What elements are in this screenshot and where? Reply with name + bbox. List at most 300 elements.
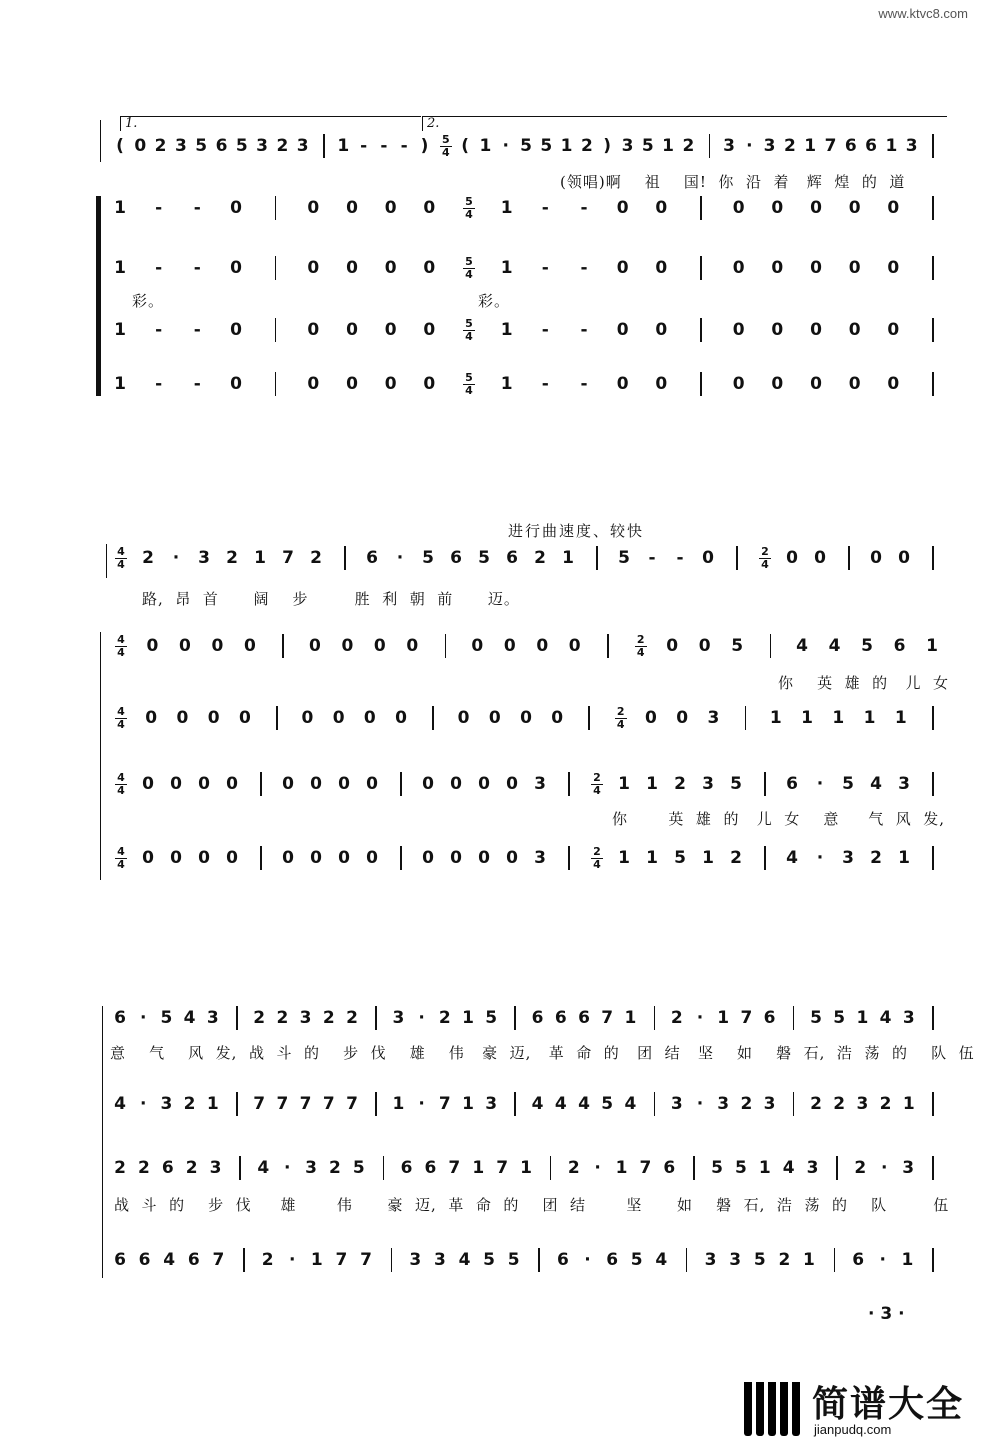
barline [538,1248,540,1272]
note: 2 [580,136,593,156]
note: 3 [433,1250,446,1270]
barline [375,1006,377,1030]
lyric-line: 路, 昂 首 阔 步 胜 利 朝 前 迈。 [142,590,520,608]
note: 2 [154,136,167,156]
barline [514,1006,516,1030]
note: - [380,136,388,156]
note: 5 [810,1008,822,1028]
note: 0 [198,774,210,794]
note: 0 [384,320,397,340]
time-signature-top: 4 [117,705,125,718]
note: · [816,774,824,794]
barline [400,846,402,870]
time-signature [614,706,628,731]
note: 2 [142,548,154,568]
note: - [541,374,549,394]
note: 5 [618,548,630,568]
note: 2 [322,1008,335,1028]
note: 0 [771,320,784,340]
barline [932,1006,934,1030]
note: 0 [307,320,320,340]
note: 0 [308,636,321,656]
note: 0 [338,774,350,794]
note: 1 [500,320,513,340]
note: 0 [282,848,294,868]
note: 4 [531,1094,544,1114]
barline [568,772,570,796]
note: 1 [898,848,910,868]
note: 0 [346,374,358,394]
note: 3 [409,1250,422,1270]
note: 5 [861,636,873,656]
note: · [396,548,404,568]
note: 1 [337,136,350,156]
note: 7 [438,1094,451,1114]
note: · [594,1158,601,1178]
note: 5 [601,1094,614,1114]
note: 0 [616,258,629,278]
lyric-line: 彩。 [478,292,511,310]
note: 1 [462,1094,474,1114]
note: 5 [641,136,654,156]
barline [588,706,590,730]
note: 2 [670,1008,683,1028]
note: · [289,1250,296,1270]
note: 1 [717,1008,730,1028]
note: 0 [301,708,314,728]
tempo-marking: 进行曲速度、较快 [508,522,645,540]
time-signature [462,196,476,221]
note: 1 [560,136,573,156]
system-brace [106,544,107,578]
note: 0 [506,774,518,794]
staff-row [0,1090,990,1120]
note: 1 [392,1094,405,1114]
barline [736,546,738,570]
note: 4 [458,1250,471,1270]
note: 3 [763,136,776,156]
note: 0 [887,374,900,394]
system-brace [100,632,101,880]
note: 0 [176,708,189,728]
note: 5 [352,1158,365,1178]
note: - [193,258,201,278]
note: 7 [253,1094,266,1114]
note: 0 [363,708,376,728]
note: 0 [307,198,320,218]
note: 3 [670,1094,683,1114]
note: 0 [310,774,322,794]
staff-row [0,254,990,284]
barline [700,256,702,280]
note: 3 [534,848,546,868]
barline [700,372,702,396]
note: 1 [254,548,266,568]
site-logo [742,1376,982,1446]
note: · [584,1250,591,1270]
note: 0 [478,774,490,794]
barline [375,1092,377,1116]
note: · [879,1250,887,1270]
note: 1 [462,1008,474,1028]
time-signature-top: 5 [441,133,450,146]
note: 0 [848,320,861,340]
note: 5 [507,1250,520,1270]
note: 1 [520,1158,532,1178]
note: 2 [567,1158,580,1178]
note: 0 [450,774,462,794]
note: 0 [366,774,378,794]
note: 5 [753,1250,766,1270]
note: - [155,374,163,394]
note: 0 [645,708,657,728]
barline [445,634,447,658]
time-signature [462,372,476,397]
note: 0 [616,374,629,394]
note: 4 [782,1158,795,1178]
note: 0 [887,320,900,340]
note: 0 [423,258,436,278]
staff-row [0,1154,990,1184]
note: · [502,136,509,156]
time-signature-top: 2 [636,633,645,646]
note: 1 [310,1250,323,1270]
note: 0 [332,708,345,728]
time-signature-bottom: 4 [117,646,125,659]
note: 2 [833,1094,846,1114]
note: 1 [832,708,845,728]
note: 1 [702,848,714,868]
note: 2 [730,848,742,868]
note: - [580,258,588,278]
barline [607,634,609,658]
barline [764,772,766,796]
note: 4 [114,1094,126,1114]
time-signature [439,134,453,159]
note: 0 [211,636,224,656]
note: - [648,548,656,568]
system-brace [102,1006,103,1278]
barline [391,1248,393,1272]
note: 2 [226,548,238,568]
note: 0 [810,374,822,394]
system-brace [96,196,101,396]
note: 0 [732,258,745,278]
note: 2 [310,548,322,568]
barline [275,256,277,280]
note: 6 [138,1250,151,1270]
note: 3 [707,708,720,728]
time-signature [758,546,772,571]
barline [654,1092,656,1116]
note: · [696,1008,704,1028]
note: 3 [305,1158,317,1178]
note: 0 [655,374,668,394]
barline [260,772,262,796]
note: 0 [341,636,354,656]
note: 3 [806,1158,819,1178]
time-signature [114,546,128,571]
note: 5 [630,1250,643,1270]
time-signature-bottom: 4 [465,268,473,281]
note: 1 [662,136,675,156]
note: 0 [384,258,397,278]
note: 6 [366,548,378,568]
note: 0 [551,708,564,728]
note: 1 [856,1008,869,1028]
barline [932,846,934,870]
note: - [541,320,549,340]
note: 1 [894,708,907,728]
note: 5 [485,1008,498,1028]
note: 4 [554,1094,567,1114]
note: 3 [763,1094,776,1114]
note: 0 [422,848,434,868]
note: 6 [215,136,228,156]
note: 5 [235,136,248,156]
note: 7 [322,1094,335,1114]
note: 0 [478,848,490,868]
note: 0 [471,636,484,656]
staff-row [0,844,990,874]
note: - [155,258,163,278]
note: 0 [810,198,822,218]
barline [275,318,277,342]
note: 0 [503,636,516,656]
system-brace [100,120,101,162]
note: 3 [534,774,546,794]
note: 4 [163,1250,176,1270]
note: - [193,198,201,218]
note: 6 [893,636,906,656]
note: 0 [457,708,470,728]
note: 2 [261,1250,274,1270]
time-signature [114,706,128,731]
note: 3 [299,1008,312,1028]
barline [276,706,278,730]
barline [709,134,711,158]
barline [932,372,934,396]
lyric-line: 你 英 雄 的 儿 女 [778,674,949,692]
note: 1 [479,136,492,156]
note: 0 [616,320,629,340]
staff-row [0,194,990,224]
note: 1 [618,848,630,868]
note: 0 [616,198,629,218]
time-signature-top: 2 [593,845,601,858]
note: 1 [804,136,817,156]
time-signature-bottom: 4 [593,784,601,797]
barline [654,1006,656,1030]
note: 2 [253,1008,266,1028]
lyric-line: 你 英 雄 的 儿 女 意 气 风 发, [612,810,946,828]
note: 1 [618,774,630,794]
note: 6 [786,774,798,794]
note: 2 [854,1158,867,1178]
note: 5 [842,774,854,794]
note: 0 [142,848,154,868]
staff-row [0,1246,990,1276]
note: · [696,1094,704,1114]
note: 2 [870,848,882,868]
note: 0 [384,198,397,218]
note: 3 [209,1158,222,1178]
time-signature [590,772,604,797]
time-signature [114,772,128,797]
note: 0 [366,848,378,868]
barline [848,546,850,570]
note: - [155,198,163,218]
staff-row [0,544,990,574]
note: 0 [346,198,358,218]
note: 3 [621,136,634,156]
note: 1 [863,708,876,728]
note: 1 [901,1250,914,1270]
note: 3 [296,136,309,156]
note: 0 [848,258,861,278]
lyric-line: 彩。 [132,292,165,310]
note: · [139,1008,147,1028]
note: 1 [902,1094,915,1114]
note: - [541,198,549,218]
note: 3 [702,774,714,794]
logo-title: 简谱大全 [812,1384,965,1425]
barline [793,1092,795,1116]
note: 4 [879,1008,892,1028]
note: 4 [624,1094,637,1114]
note: 1 [646,774,658,794]
note: 0 [848,198,861,218]
time-signature-bottom: 4 [616,718,625,731]
note: 2 [438,1008,451,1028]
note: 0 [346,320,358,340]
barline [323,134,325,158]
barline [550,1156,552,1180]
note: 3 [206,1008,219,1028]
note: 4 [183,1008,196,1028]
note: 0 [848,374,861,394]
note: 1 [801,708,813,728]
note: 5 [730,774,742,794]
note: 0 [395,708,407,728]
note: 1 [885,136,898,156]
note: 0 [134,136,147,156]
note: 2 [783,136,796,156]
barline [568,846,570,870]
barline [344,546,346,570]
staff-row [0,370,990,400]
note: 0 [814,548,826,568]
barline [932,1156,934,1180]
barline [764,846,766,870]
note: 0 [655,320,668,340]
note: - [580,198,588,218]
note: 3 [198,548,210,568]
note: 7 [282,548,294,568]
note: 1 [114,374,126,394]
note: 3 [905,136,918,156]
barline [400,772,402,796]
note: 0 [423,320,436,340]
note: 7 [299,1094,312,1114]
note: 0 [226,774,238,794]
time-signature-bottom: 4 [465,384,473,397]
note: 0 [230,198,242,218]
time-signature-top: 5 [465,371,473,384]
note: 4 [828,636,841,656]
barline [693,1156,695,1180]
note: 0 [655,258,668,278]
time-signature-bottom: 4 [441,146,450,159]
note: 0 [346,258,358,278]
note: 1 [615,1158,628,1178]
note: 5 [483,1250,495,1270]
note: - [155,320,163,340]
barline [275,372,277,396]
note: 1 [646,848,658,868]
note: 0 [666,636,679,656]
note: 6 [400,1158,413,1178]
time-signature [114,634,128,659]
volta-2: 2. [422,116,947,131]
note: 0 [732,374,745,394]
note: 4 [578,1094,590,1114]
note: 0 [887,258,900,278]
note: 2 [276,1008,289,1028]
note: 6 [554,1008,567,1028]
time-signature-bottom: 4 [465,330,473,343]
barline [836,1156,838,1180]
note: 3 [392,1008,405,1028]
note: 2 [810,1094,822,1114]
time-signature [634,634,648,659]
note: 5 [735,1158,747,1178]
barline [260,846,262,870]
note: - [580,320,588,340]
note: 7 [212,1250,225,1270]
barline [243,1248,245,1272]
note: 7 [601,1008,614,1028]
note: 6 [865,136,878,156]
note: 0 [239,708,251,728]
time-signature-top: 5 [465,195,473,208]
note: 0 [810,258,822,278]
note: 6 [663,1158,676,1178]
time-signature-bottom: 4 [117,858,125,871]
note: 1 [926,636,938,656]
note: 7 [639,1158,652,1178]
staff-row [0,1004,990,1034]
note: 0 [384,374,397,394]
note: · [283,1158,291,1178]
note: - [193,374,201,394]
note: ( [116,136,124,156]
note: 0 [520,708,532,728]
note: ) [603,136,612,156]
time-signature-bottom: 4 [117,718,125,731]
note: 7 [448,1158,461,1178]
note: 6 [844,136,857,156]
note: 0 [338,848,350,868]
note: · [816,848,824,868]
note: 2 [740,1094,753,1114]
note: 2 [276,136,289,156]
note: 4 [870,774,882,794]
note: 1 [769,708,782,728]
time-signature-bottom: 4 [465,208,473,221]
note: 5 [731,636,744,656]
note: 6 [114,1008,126,1028]
